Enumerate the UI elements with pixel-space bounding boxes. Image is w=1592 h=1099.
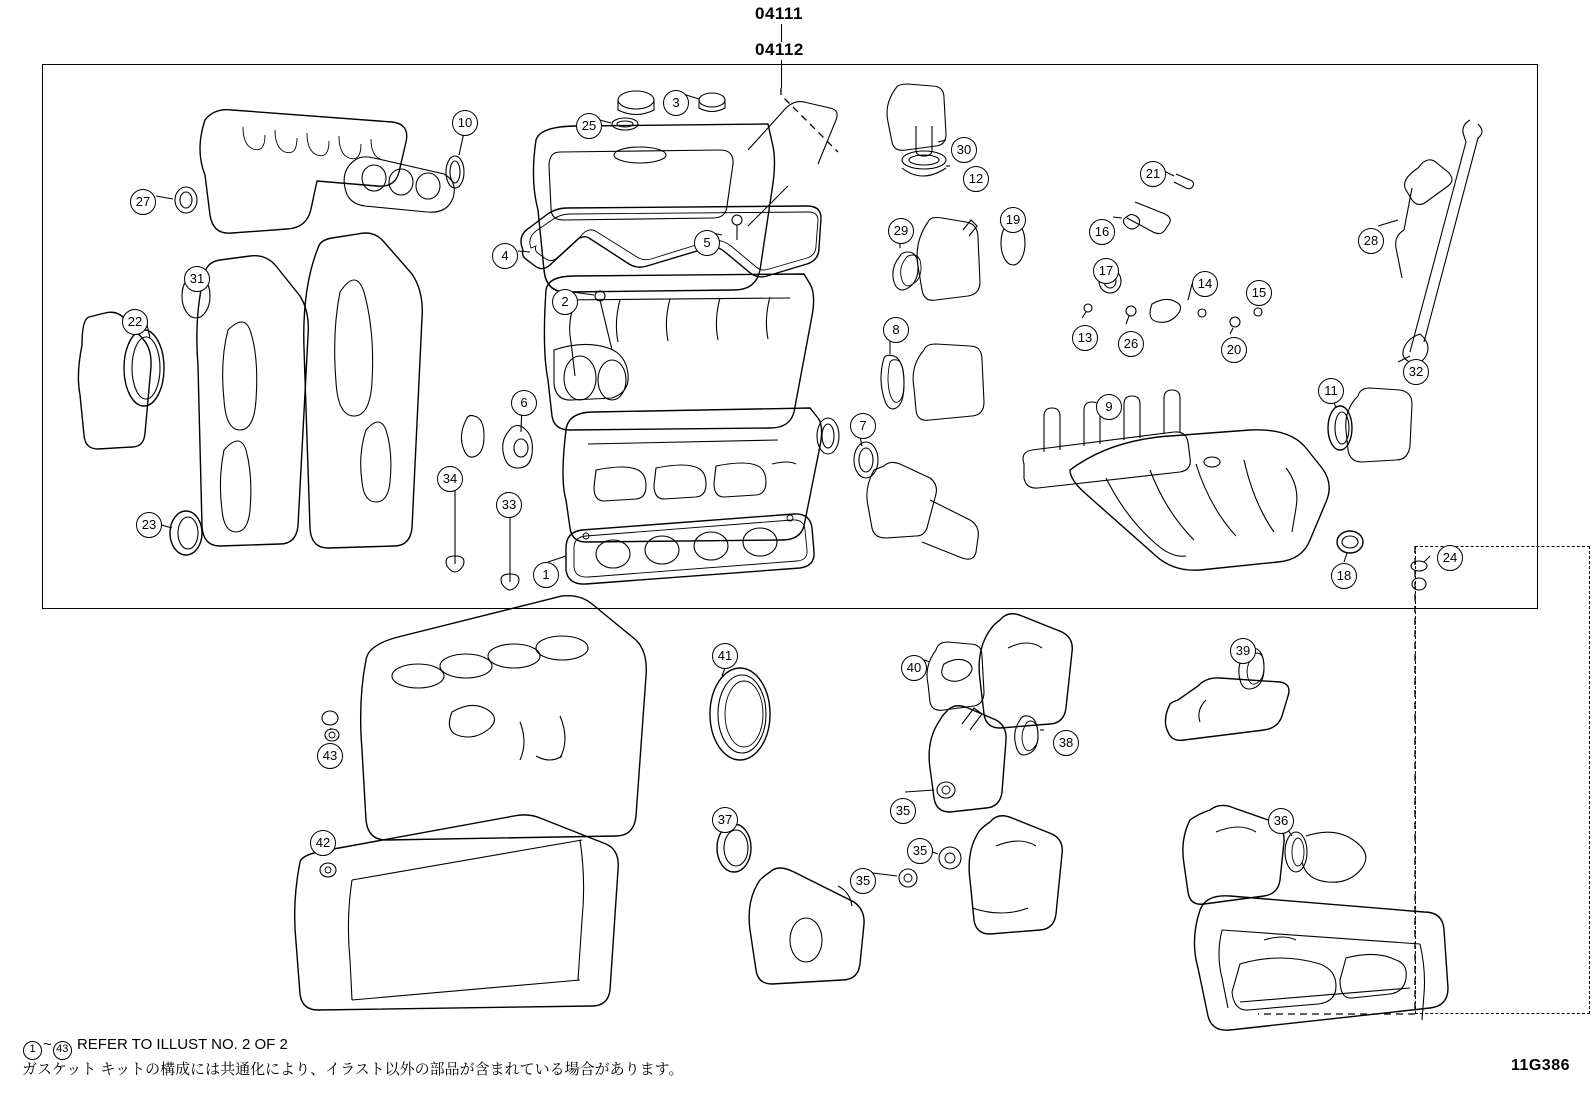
callout-31[interactable]: 31 xyxy=(184,266,210,292)
callout-39[interactable]: 39 xyxy=(1230,638,1256,664)
callout-12[interactable]: 12 xyxy=(963,166,989,192)
callout-22[interactable]: 22 xyxy=(122,309,148,335)
callout-24[interactable]: 24 xyxy=(1437,545,1463,571)
callout-35-c[interactable]: 35 xyxy=(850,868,876,894)
callout-42[interactable]: 42 xyxy=(310,830,336,856)
diagram-code: 11G386 xyxy=(1510,1057,1570,1074)
callout-40[interactable]: 40 xyxy=(901,655,927,681)
callout-6[interactable]: 6 xyxy=(511,390,537,416)
callout-29[interactable]: 29 xyxy=(888,218,914,244)
callout-13[interactable]: 13 xyxy=(1072,325,1098,351)
callout-27[interactable]: 27 xyxy=(130,189,156,215)
callout-16[interactable]: 16 xyxy=(1089,219,1115,245)
callout-8[interactable]: 8 xyxy=(883,317,909,343)
callout-10[interactable]: 10 xyxy=(452,110,478,136)
callout-9[interactable]: 9 xyxy=(1096,394,1122,420)
callout-30[interactable]: 30 xyxy=(951,137,977,163)
callout-28[interactable]: 28 xyxy=(1358,228,1384,254)
callout-20[interactable]: 20 xyxy=(1221,337,1247,363)
callout-34[interactable]: 34 xyxy=(437,466,463,492)
footer-note-line2: ガスケット キットの構成には共通化により、イラスト以外の部品が含まれている場合があります。 xyxy=(22,1061,684,1078)
part-number-04111: 04111 xyxy=(755,4,803,23)
callout-23[interactable]: 23 xyxy=(136,512,162,538)
oil-pan-dashed-frame xyxy=(1415,546,1590,1014)
callout-32[interactable]: 32 xyxy=(1403,359,1429,385)
callout-37[interactable]: 37 xyxy=(712,807,738,833)
footer-refer-text: REFER TO ILLUST NO. 2 OF 2 xyxy=(76,1036,288,1053)
callout-33[interactable]: 33 xyxy=(496,492,522,518)
part-number-04112: 04112 xyxy=(755,40,804,59)
footer-circle-last: 43 xyxy=(53,1041,72,1060)
callout-35-b[interactable]: 35 xyxy=(907,838,933,864)
callout-4[interactable]: 4 xyxy=(492,243,518,269)
callout-17[interactable]: 17 xyxy=(1093,258,1119,284)
callout-35-a[interactable]: 35 xyxy=(890,798,916,824)
callout-19[interactable]: 19 xyxy=(1000,207,1026,233)
callout-5[interactable]: 5 xyxy=(694,230,720,256)
main-illustration-frame xyxy=(42,64,1538,609)
part-number-leader-line-1 xyxy=(781,24,782,42)
callout-14[interactable]: 14 xyxy=(1192,271,1218,297)
callout-18[interactable]: 18 xyxy=(1331,563,1357,589)
callout-38[interactable]: 38 xyxy=(1053,730,1079,756)
footer-tilde: ~ xyxy=(43,1036,52,1053)
callout-36[interactable]: 36 xyxy=(1268,808,1294,834)
callout-11[interactable]: 11 xyxy=(1318,378,1344,404)
callout-21[interactable]: 21 xyxy=(1140,161,1166,187)
callout-1[interactable]: 1 xyxy=(533,562,559,588)
footer-circle-first: 1 xyxy=(23,1041,42,1060)
callout-25[interactable]: 25 xyxy=(576,113,602,139)
callout-41[interactable]: 41 xyxy=(712,643,738,669)
callout-43[interactable]: 43 xyxy=(317,743,343,769)
callout-26[interactable]: 26 xyxy=(1118,331,1144,357)
callout-7[interactable]: 7 xyxy=(850,413,876,439)
callout-3[interactable]: 3 xyxy=(663,90,689,116)
callout-15[interactable]: 15 xyxy=(1246,280,1272,306)
footer-note-line1 xyxy=(22,1036,288,1060)
callout-2[interactable]: 2 xyxy=(552,289,578,315)
